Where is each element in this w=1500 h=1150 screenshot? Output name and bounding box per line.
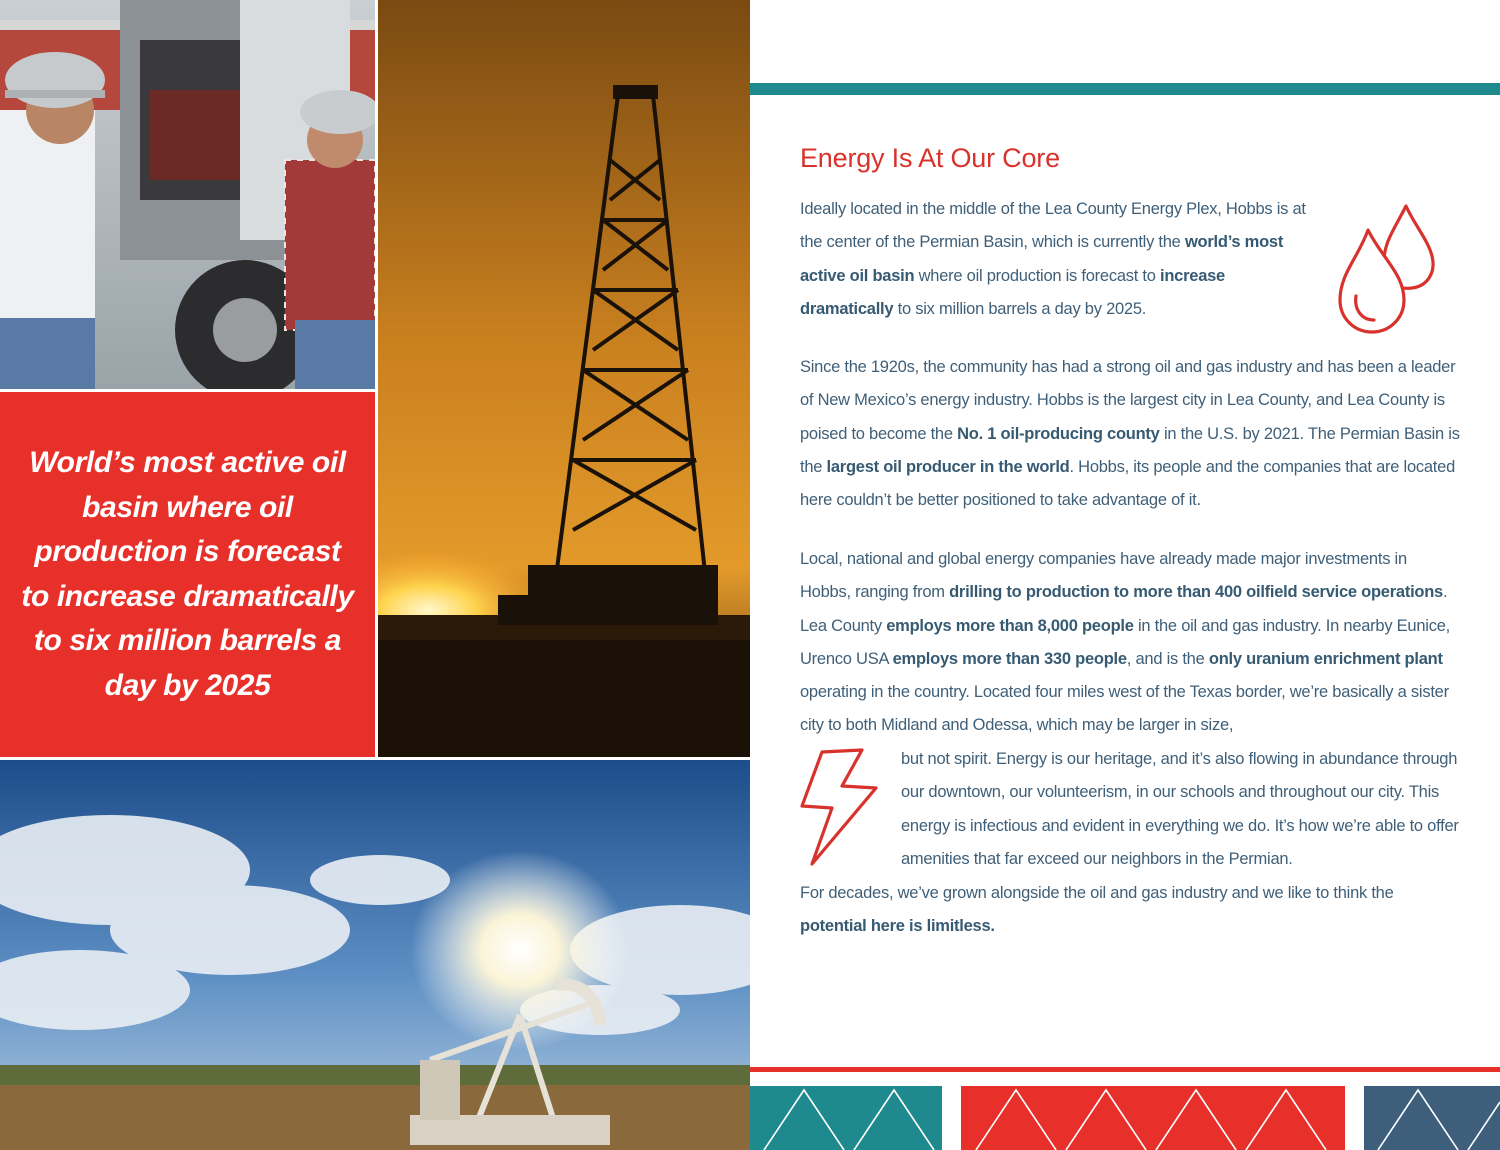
text-run: in the U.S. by 2021. The Permian Basin is the (800, 424, 1460, 476)
text-run: . Lea County (800, 583, 1448, 635)
text-run: in the oil and gas industry. In nearby Eunice, Urenco USA (800, 616, 1450, 668)
paragraph-3 (800, 543, 1460, 743)
text-run: Since the 1920s, the community has had a strong oil and gas industry and has been a leader of New Mexico’s energy industry. Hobbs is the largest city in Lea County, and Lea County is poised to become the (800, 358, 1456, 443)
quote-text: World’s most active oil basin where oil production is forecast to increase dramatically to six million barrels a day by 2025 (21, 446, 354, 702)
text-run: , and is the (1126, 649, 1209, 668)
paragraph-1 (800, 193, 1320, 326)
lightning-bolt-icon (798, 746, 880, 868)
paragraph-5 (800, 877, 1460, 944)
page-title: Energy Is At Our Core (800, 143, 1060, 173)
teal-divider-bar (750, 83, 1500, 95)
bold-phrase: potential here is limitless. (800, 917, 995, 936)
text-run: operating in the country. Located four miles west of the Texas border, we’re basically a sister city to both Midland and Odessa, which may be larger in size, (800, 683, 1449, 735)
text-run: Local, national and global energy companies have already made major investments in Hobbs, ranging from (800, 550, 1407, 602)
bold-phrase: employs more than 8,000 people (886, 616, 1134, 635)
photo-pumpjack (0, 760, 750, 1150)
bold-phrase: drilling to production to more than 400 oilfield service operations (949, 583, 1443, 602)
bold-phrase: No. 1 oil-producing county (957, 424, 1160, 443)
red-pattern-block (961, 1086, 1345, 1150)
text-run: where oil production is forecast to (914, 266, 1161, 285)
bold-phrase: only uranium enrichment plant (1208, 649, 1443, 668)
red-divider-line (750, 1067, 1500, 1072)
paragraph-2 (800, 351, 1460, 517)
text-run: Ideally located in the middle of the Lea County Energy Plex, Hobbs is at the center of the Permian Basin, which is currently the (800, 200, 1306, 252)
oil-drops-icon (1334, 200, 1440, 336)
paragraph-4 (901, 743, 1461, 876)
photo-drilling-rig (378, 0, 750, 757)
bold-phrase: world’s most active oil basin (800, 233, 1284, 285)
text-run: but not spirit. Energy is our heritage, and it’s also flowing in abundance through our downtown, our volunteerism, in our schools and throughout our city. This energy is infectious and evident in everything we do. It’s how we’re able to offer amenities that far exceed our neighbors in the Permian. (901, 750, 1459, 868)
text-run: For decades, we’ve grown alongside the oil and gas industry and we like to think the (800, 884, 1394, 902)
bold-phrase: increase dramatically (800, 266, 1225, 318)
bold-phrase: largest oil producer in the world (826, 457, 1070, 476)
text-run: to six million barrels a day by 2025. (893, 299, 1147, 318)
text-run: . Hobbs, its people and the companies that are located here couldn’t be better positioned to take advantage of it. (800, 457, 1455, 510)
bold-phrase: employs more than 330 people (892, 649, 1127, 668)
quote-box (0, 392, 375, 757)
photo-workers (0, 0, 375, 389)
triangle-pattern-footer (750, 1086, 1500, 1150)
